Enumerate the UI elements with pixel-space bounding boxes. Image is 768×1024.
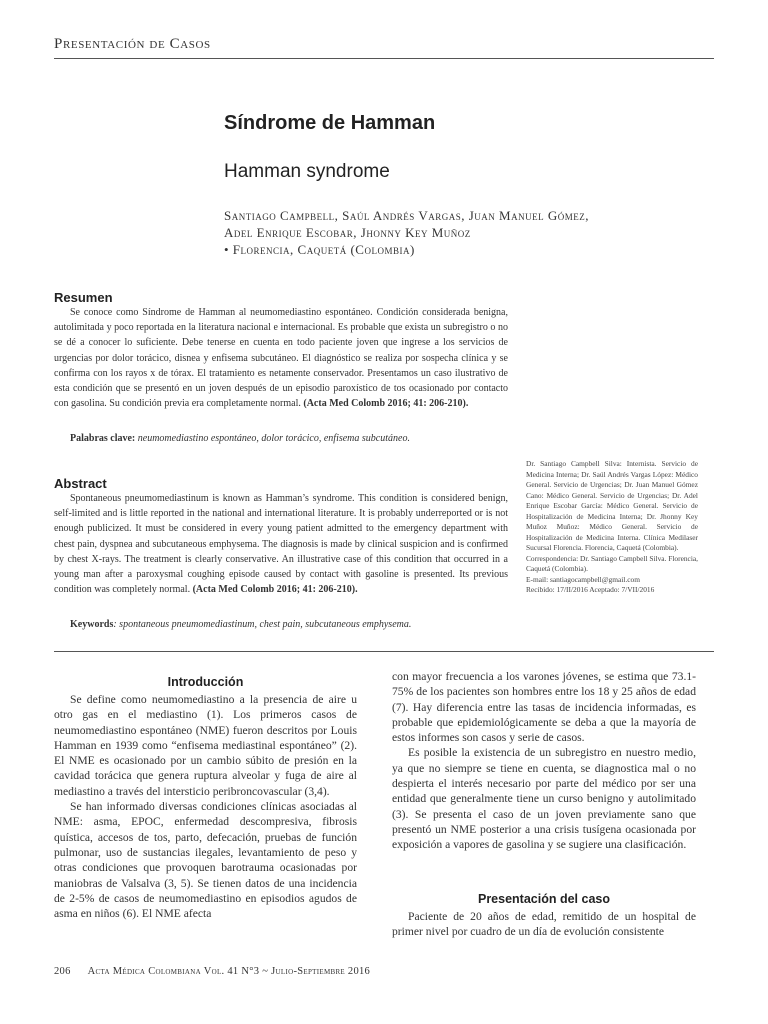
right-paragraph-1: con mayor frecuencia a los varones jóvenes, se estima que 73.1-75% de los pacientes son hombres entre los 18 y 25 años de edad (7). Hay diferencia entre las tasas de incidencia informadas, es probable que epidemiológicamente se deba a que la mayoría de estos informes son casos y serie de casos. [392, 670, 696, 745]
resumen-keywords-label: Palabras clave: [70, 433, 136, 444]
resumen-citation: (Acta Med Colomb 2016; 41: 206-210). [303, 398, 469, 410]
resumen-text: Se conoce como Síndrome de Hamman al neumomediastino espontáneo. Condición considerada benigna, autolimitada y poco reportada en la literatura nacional e internacional. Es probable que exista un subregistro o no se dé a conocer lo suficiente. Debe tenerse en cuenta en todo paciente joven que ingrese a los servicios de urgencias por dolor torácico, disnea y enfisema subcutáneo. El diagnóstico se realiza por sospecha clínica y se confirma con los rayos x de tórax. El tratamiento es netamente conservador. Presentamos un caso ilustrativo de esta condición que se presentó en un joven después de un episodio paroxístico de tos ocasionado por contacto con gasolina. Su condición previa era completamente normal. [54, 307, 508, 410]
abstract-keywords-label: Keywords [70, 619, 114, 630]
resumen-keywords-text: neumomediastino espontáneo, dolor torácico, enfisema subcutáneo. [137, 433, 410, 444]
intro-paragraph-2: Se han informado diversas condiciones clínicas asociadas al NME: asma, EPOC, enfermedad descompresiva, fibrosis quística, accesos de tos, parto, defecación, pruebas de función pulmonar, uso de sustancias ilegales, levantamiento de peso y otras condiciones que provoquen barotrauma ocasionadas por maniobras de Valsalva (3, 5). Se tienen datos de una incidencia de 2-5% de casos de neumomediastino en episodios agudos de asma en niños (6). El NME afecta [54, 800, 357, 921]
abstract-block [54, 491, 508, 597]
abstract-keywords-text: : spontaneous pneumomediastinum, chest pain, subcutaneous emphysema. [113, 619, 412, 630]
author-notes [526, 459, 698, 596]
abstract-heading: Abstract [54, 476, 107, 491]
resumen-block [54, 305, 508, 411]
article-title: Síndrome de Hamman [224, 112, 436, 134]
section-rule [54, 651, 714, 652]
header-rule [54, 58, 714, 59]
author-list [224, 207, 704, 258]
intro-paragraph-1: Se define como neumomediastino a la presencia de aire u otro gas en el mediastino (1). Los primeros casos de neumomediastino espontáneo (NME) fueron descritos por Louis Hamman en 1939 como “enfisema mediastinal espontáneo” (2). El NME es ocasionado por un cambio súbito de presión en la cavidad torácica que genera ruptura alveolar y fuga de aire al mediastino a través del intersticio peribroncovascular (3,4). [54, 693, 357, 798]
author-email: E-mail: santiagocampbell@gmail.com [526, 574, 640, 584]
correspondence: Correspondencia: Dr. Santiago Campbell Silva. Florencia, Caquetá (Colombia). [526, 553, 699, 573]
right-column [392, 669, 696, 853]
received-accepted-dates: Recibido: 17/II/2016 Aceptado: 7/VII/2016 [526, 585, 655, 594]
authors-line-1: Santiago Campbell, Saúl Andrés Vargas, Juan Manuel Gómez, [224, 208, 589, 223]
abstract-keywords [54, 617, 524, 632]
abstract-text: Spontaneous pneumomediastinum is known as Hamman’s syndrome. This condition is considered benign, self-limited and is little reported in the national and international literature. It is probably underreported or is not enough publicized. It must be considered in every young patient admitted to the emergency department with chest pain, dyspnea and subcutaneous emphysema. The diagnosis is made by clinical suspicion and is confirmed by chest X-rays. The treatment is clearly conservative. An illustrative case of this condition that occurred in a young man after a paroxysmal coughing episode caused by contact with gasoline is presented. Its previous condition was completely normal. [54, 493, 508, 596]
case-paragraph-1: Paciente de 20 años de edad, remitido de un hospital de primer nivel por cuadro de un día de evolución consistente [392, 910, 696, 939]
section-label: Presentación de Casos [54, 36, 211, 52]
case-column [392, 909, 696, 940]
author-affiliations: Dr. Santiago Campbell Silva: Internista. Servicio de Medicina Interna; Dr. Saúl Andrés Vargas López: Médico General. Servicio de Urgencias; Dr. Juan Manuel Gómez Cano: Médico General. Servicio de Urgencias; Dr. Adel Enrique Escobar García: Médico General. Servicio de Hospitalización de Medicina Interna; Dr. Jhonny Key Muñoz Muñoz: Médico General. Servicio de Hospitalización de Medicina Interna. Clínica Medilaser Sucursal Florencia. Florencia, Caquetá (Colombia). [526, 459, 698, 552]
journal-info: Acta Médica Colombiana Vol. 41 N°3 ~ Julio-Septiembre 2016 [87, 966, 371, 977]
resumen-heading: Resumen [54, 290, 113, 305]
page-number: 206 [54, 966, 71, 977]
right-paragraph-2: Es posible la existencia de un subregistro en nuestro medio, ya que no siempre se tiene en cuenta, se diagnostica mal o no despierta el interés necesario por parte del médico por ser una entidad que generalmente tiene un curso benigno y autolimitado (3). Se presenta el caso de un joven previamente sano que presentó un NME posterior a una crisis tusígena ocasionada por exposición a vapores de gasolina y se sugiere una clasificación. [392, 746, 696, 852]
intro-heading: Introducción [167, 675, 244, 689]
resumen-keywords [54, 431, 524, 446]
intro-column [54, 692, 357, 921]
article-subtitle: Hamman syndrome [224, 161, 390, 182]
authors-line-2: Adel Enrique Escobar, Jhonny Key Muñoz [224, 225, 471, 240]
case-heading: Presentación del caso [477, 892, 610, 906]
authors-location: • Florencia, Caquetá (Colombia) [224, 242, 415, 257]
abstract-citation: (Acta Med Colomb 2016; 41: 206-210). [192, 584, 358, 596]
page-footer [54, 966, 370, 977]
